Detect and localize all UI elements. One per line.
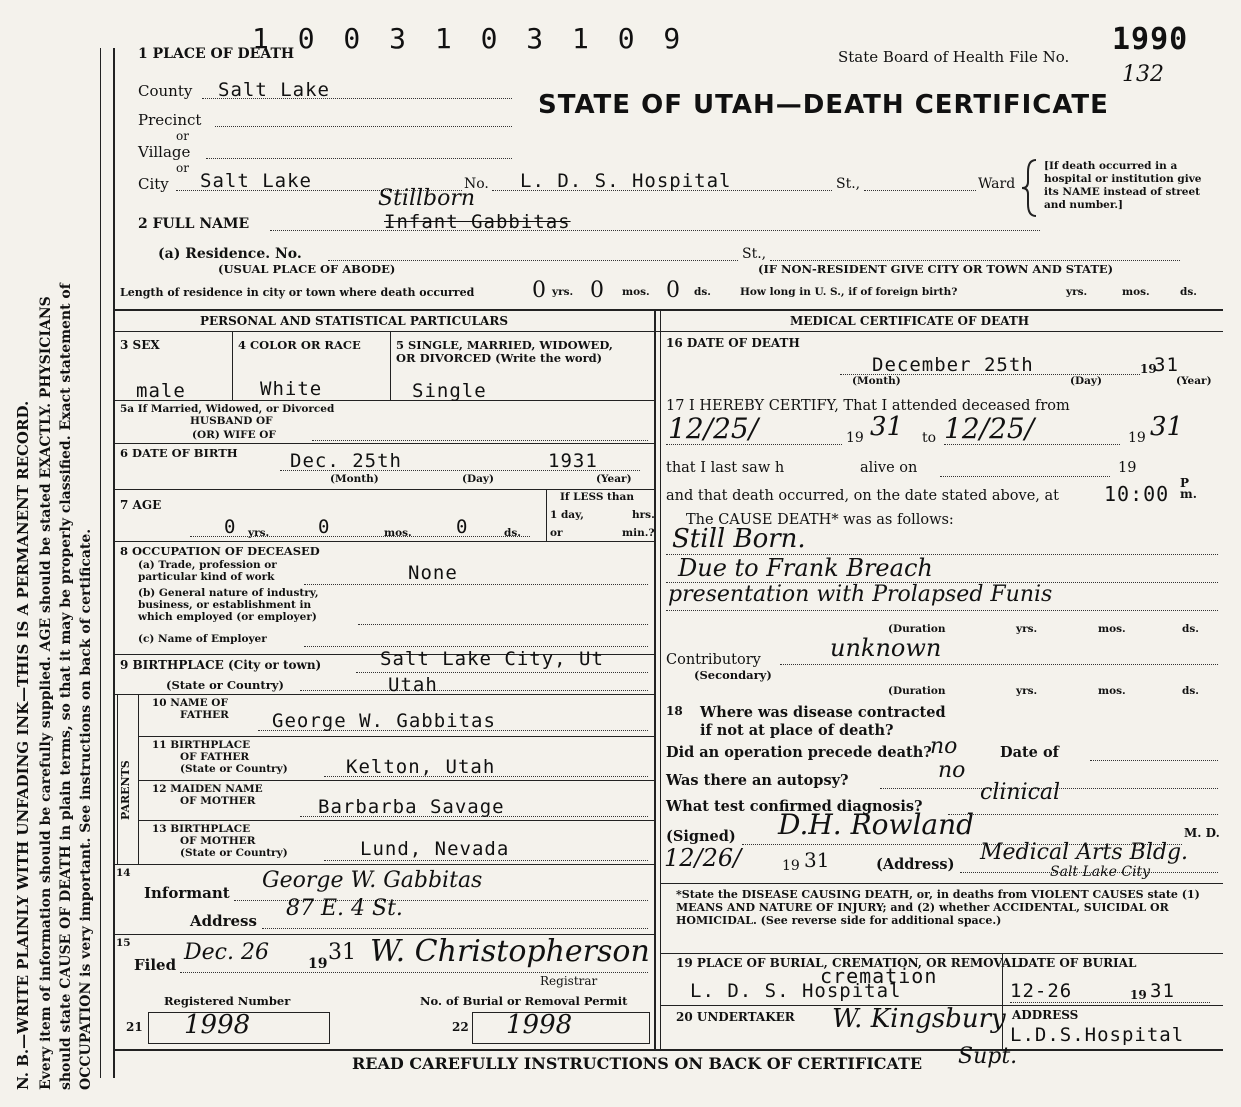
footer-instructions: READ CAREFULLY INSTRUCTIONS ON BACK OF CERTIFICATE	[352, 1054, 923, 1073]
length-mos-label: mos.	[622, 286, 650, 298]
from-19: 19	[846, 430, 864, 446]
parents-label: PARENTS	[119, 760, 132, 820]
physician-signature: D.H. Rowland	[778, 808, 975, 841]
duration-ds-2: ds.	[1182, 685, 1199, 697]
personal-heading: PERSONAL AND STATISTICAL PARTICULARS	[200, 314, 509, 328]
birthplace-state: Utah	[388, 674, 438, 696]
duration-yrs-2: yrs.	[1016, 685, 1038, 697]
cause-label: The CAUSE DEATH* was as follows:	[686, 512, 954, 528]
filed-year: 31	[328, 940, 356, 965]
certify-text: 17 I HEREBY CERTIFY, That I attended deceased from	[666, 398, 1070, 414]
dod-year-label: (Year)	[1176, 375, 1212, 387]
occupation-line-b	[358, 624, 648, 625]
grid-middle-2	[660, 309, 661, 1049]
spouse-label-2: HUSBAND OF	[190, 415, 273, 427]
age-mos-label: mos.	[384, 527, 412, 539]
occupation-b1: (b) General nature of industry,	[138, 587, 319, 599]
attended-from: 12/25/	[668, 412, 759, 445]
cause-1: Still Born.	[672, 524, 806, 554]
filed-date: Dec. 26	[184, 940, 269, 965]
age-yrs-label: yrs.	[248, 527, 270, 539]
or-label-1: or	[176, 129, 189, 143]
contributory-label: Contributory	[666, 652, 761, 668]
mother-bp-line	[324, 860, 648, 861]
grid-parents-right	[138, 694, 139, 864]
dod-day-label: (Day)	[1070, 375, 1102, 387]
duration-ds-1: ds.	[1182, 623, 1199, 635]
less-label-2: 1 day,	[550, 509, 584, 521]
less-hrs-label: hrs.	[632, 509, 655, 521]
to-year: 31	[1150, 412, 1184, 442]
burial-date-label: DATE OF BURIAL	[1018, 956, 1137, 970]
non-resident-label: (IF NON-RESIDENT GIVE CITY OR TOWN AND STATE)	[758, 262, 1114, 276]
ward-note: [If death occurred in a hospital or institution give its NAME instead of street and number.]	[1044, 160, 1202, 211]
grid-col-sex	[232, 331, 233, 400]
less-min-label: min.?	[622, 527, 655, 539]
duration-mos-2: mos.	[1098, 685, 1126, 697]
signed-19: 19	[782, 858, 800, 874]
informant-address-label: Address	[190, 912, 257, 930]
side-notice-3: should state CAUSE OF DEATH in plain terms, so that it may be properly classified. Exact statement of	[58, 283, 74, 1090]
burial-place-label: 19 PLACE OF BURIAL, CREMATION, OR REMOVAL	[676, 956, 1020, 970]
grid-row-spouse	[113, 443, 654, 444]
burial-place-1: cremation	[820, 964, 938, 988]
contributory-line	[780, 664, 1218, 665]
grid-parents-left	[117, 694, 118, 864]
burial-permit-label: No. of Burial or Removal Permit	[420, 994, 628, 1008]
father-bp-label-3: (State or Country)	[180, 763, 288, 775]
mother-birthplace: Lund, Nevada	[360, 838, 510, 860]
age-label: 7 AGE	[120, 498, 162, 512]
occupation-a2: particular kind of work	[138, 571, 275, 583]
side-margin	[0, 283, 94, 1091]
birthplace-state-label: (State or Country)	[166, 678, 284, 692]
hospital-value: L. D. S. Hospital	[520, 170, 732, 192]
date-of-label: Date of	[1000, 744, 1059, 761]
dob-year-label: (Year)	[596, 473, 632, 485]
burial-date: 12-26	[1010, 980, 1073, 1002]
grid-bottom	[113, 1049, 1223, 1051]
physician-address: Medical Arts Bldg.	[980, 840, 1189, 865]
grid-row-footnote	[660, 953, 1223, 954]
signed-date: 12/26/	[664, 844, 742, 872]
test-value: clinical	[980, 780, 1061, 805]
q18-num: 18	[666, 704, 683, 718]
from-year: 31	[870, 412, 904, 442]
length-ds-label: ds.	[694, 286, 711, 298]
burial-19: 19	[1130, 988, 1147, 1002]
duration-mos-1: mos.	[1098, 623, 1126, 635]
grid-row-mother-bp	[113, 864, 654, 865]
md-label: M. D.	[1184, 826, 1220, 840]
father-bp-label-2: OF FATHER	[180, 751, 250, 763]
occupation-b3: which employed (or employer)	[138, 611, 317, 623]
death-occurred-text: and that death occurred, on the date stated above, at	[666, 488, 1059, 504]
grid-row-age	[113, 541, 654, 542]
dod-19: 19	[1140, 362, 1157, 376]
burial-year: 31	[1150, 980, 1175, 1002]
signed-label: (Signed)	[666, 828, 736, 845]
file-number-label: State Board of Health File No.	[838, 48, 1070, 66]
occupation-line-c	[304, 646, 648, 647]
last-saw-19: 19	[1118, 460, 1137, 476]
test-line	[948, 814, 1218, 815]
county-label: County	[138, 82, 193, 100]
residence-st-label: St.,	[742, 246, 767, 262]
informant-label: Informant	[144, 884, 230, 902]
length-yrs: 0	[532, 278, 546, 303]
dod-year: 31	[1154, 354, 1179, 376]
operation-value: no	[930, 734, 958, 759]
usual-abode-label: (USUAL PLACE OF ABODE)	[218, 262, 396, 276]
grid-middle-1	[654, 309, 656, 1049]
grid-row-father-bp	[138, 780, 654, 781]
place-of-death-label: 1 PLACE OF DEATH	[138, 46, 295, 62]
father-name-label-2: FATHER	[180, 709, 229, 721]
length-residence-label: Length of residence in city or town where death occurred	[120, 286, 475, 299]
filed-label: Filed	[134, 956, 177, 974]
footnote: *State the DISEASE CAUSING DEATH, or, in deaths from VIOLENT CAUSES state (1) MEANS AND NATURE OF INJURY; and (2) whether ACCIDENTAL, SUICIDAL OR HOMICIDAL. (See reverse side for additional space.)	[676, 888, 1200, 927]
registrar-label: Registrar	[540, 974, 598, 988]
or-label-2: or	[176, 161, 189, 175]
length-mos: 0	[590, 278, 604, 303]
occupation-a1: (a) Trade, profession or	[138, 559, 277, 571]
operation-label: Did an operation precede death?	[666, 744, 932, 761]
grid-row-mother	[138, 820, 654, 821]
mother-bp-label-3: (State or Country)	[180, 847, 288, 859]
dod-label: 16 DATE OF DEATH	[666, 336, 800, 350]
autopsy-value: no	[938, 758, 966, 783]
medical-heading: MEDICAL CERTIFICATE OF DEATH	[790, 314, 1030, 328]
burial-place-2: L. D. S. Hospital	[690, 980, 902, 1002]
residence-label: (a) Residence. No.	[158, 246, 302, 262]
st-line	[864, 190, 976, 191]
dob-year: 1931	[548, 450, 598, 472]
full-name-label: 2 FULL NAME	[138, 216, 250, 232]
to-19: 19	[1128, 430, 1146, 446]
cause-3: presentation with Prolapsed Funis	[668, 582, 1053, 607]
father-name-label-1: 10 NAME OF	[152, 697, 228, 709]
informant-address: 87 E. 4 St.	[286, 896, 403, 921]
reg-number-prefix: 21	[126, 1020, 143, 1034]
duration-label-1: (Duration	[888, 623, 946, 635]
no-label: No.	[464, 176, 489, 192]
mother-name: Barbarba Savage	[318, 796, 505, 818]
grid-heading-bottom	[113, 331, 1223, 332]
occupation-b2: business, or establishment in	[138, 599, 312, 611]
cause-line-3	[666, 610, 1218, 611]
age-ds: 0	[456, 516, 469, 538]
us-mos-label: mos.	[1122, 286, 1150, 298]
mother-name-label-1: 12 MAIDEN NAME	[152, 783, 263, 795]
full-name-value: Infant Gabbitas	[384, 211, 571, 233]
side-notice-4: OCCUPATION is very important. See instructions on back of certificate.	[78, 528, 94, 1090]
age-line	[190, 536, 530, 537]
physician-address-2: Salt Lake City	[1050, 864, 1151, 880]
cause-2: Due to Frank Breach	[678, 554, 933, 582]
us-ds-label: ds.	[1180, 286, 1197, 298]
occupation-c: (c) Name of Employer	[138, 633, 267, 645]
father-birthplace: Kelton, Utah	[346, 756, 496, 778]
grid-row-signed	[660, 883, 1223, 884]
filed-line	[180, 972, 648, 973]
grid-col-color	[390, 331, 391, 400]
sex-label: 3 SEX	[120, 338, 160, 352]
outer-rule	[113, 48, 115, 1078]
dod-value: December 25th	[872, 354, 1034, 376]
signed-year: 31	[804, 848, 830, 872]
parents-side	[118, 760, 132, 821]
duration-label-2: (Duration	[888, 685, 946, 697]
occupation-line-a	[304, 584, 648, 585]
burial-permit-number: 1998	[506, 1010, 573, 1040]
spouse-label-1: 5a If Married, Widowed, or Divorced	[120, 403, 335, 415]
residence-line	[328, 260, 738, 261]
grid-row-sex	[113, 400, 654, 401]
grid-col-less	[546, 489, 547, 541]
undertaker-title: Supt.	[958, 1044, 1018, 1069]
precinct-line	[215, 126, 512, 127]
last-saw-2: alive on	[860, 460, 918, 476]
file-number-2: 132	[1122, 62, 1164, 87]
occupation-label: 8 OCCUPATION OF DECEASED	[120, 544, 320, 558]
ward-label: Ward	[978, 176, 1016, 192]
birthplace-state-line	[300, 690, 648, 691]
q18-text-1: Where was disease contracted	[700, 704, 946, 721]
sex-value: male	[136, 380, 186, 402]
filed-num: 15	[116, 937, 131, 949]
length-ds: 0	[666, 278, 680, 303]
registrar-signature: W. Christopherson	[370, 934, 650, 969]
birthplace-label: 9 BIRTHPLACE (City or town)	[120, 658, 322, 672]
occupation-value: None	[408, 562, 458, 584]
dob-month-day: Dec. 25th	[290, 450, 402, 472]
stillborn-note: Stillborn	[378, 186, 476, 211]
age-mos: 0	[318, 516, 331, 538]
color-label: 4 COLOR OR RACE	[238, 338, 361, 352]
certificate-title: STATE OF UTAH—DEATH CERTIFICATE	[538, 90, 1109, 120]
file-number: 1990	[1112, 22, 1189, 57]
us-yrs-label: yrs.	[1066, 286, 1088, 298]
dob-month-label: (Month)	[330, 473, 379, 485]
dod-month-label: (Month)	[852, 375, 901, 387]
undertaker-address-label: ADDRESS	[1012, 1008, 1079, 1022]
to-label: to	[922, 430, 937, 446]
county-value: Salt Lake	[218, 79, 330, 101]
reg-number: 1998	[184, 1010, 251, 1040]
contributory-value: unknown	[830, 634, 942, 662]
mother-bp-label-2: OF MOTHER	[180, 835, 256, 847]
death-time-suffix: P m.	[1180, 476, 1197, 501]
village-line	[206, 158, 512, 159]
undertaker-address: L.D.S.Hospital	[1010, 1024, 1185, 1046]
city-label: City	[138, 175, 169, 193]
residence-st-line	[770, 260, 1180, 261]
spouse-label-3: (OR) WIFE OF	[192, 429, 276, 441]
file-stamp: 1 0 0 3 1 0 3 1 0 9	[252, 22, 687, 55]
burial-date-line	[1010, 1002, 1210, 1003]
st-label: St.,	[836, 176, 861, 192]
informant-address-line	[262, 928, 648, 929]
reg-number-label: Registered Number	[164, 994, 291, 1008]
birthplace-line	[356, 672, 648, 673]
test-label: What test confirmed diagnosis?	[666, 798, 923, 815]
age-yrs: 0	[224, 516, 237, 538]
filed-19: 19	[308, 956, 328, 972]
marital-value: Single	[412, 380, 487, 402]
informant-num: 14	[116, 867, 131, 879]
grid-row-dob	[113, 489, 654, 490]
birthplace-city: Salt Lake City, Ut	[380, 648, 604, 670]
burial-permit-prefix: 22	[452, 1020, 469, 1034]
ward-brace	[1022, 158, 1042, 218]
outer-rule-2	[100, 48, 101, 1078]
length-yrs-label: yrs.	[552, 286, 574, 298]
less-label-1: If LESS than	[560, 491, 634, 503]
father-bp-label-1: 11 BIRTHPLACE	[152, 739, 251, 751]
secondary-label: (Secondary)	[694, 668, 772, 682]
side-notice-1: N. B.—WRITE PLAINLY WITH UNFADING INK—THIS IS A PERMANENT RECORD.	[14, 400, 32, 1090]
duration-yrs-1: yrs.	[1016, 623, 1038, 635]
marital-label-1: 5 SINGLE, MARRIED, WIDOWED,	[396, 338, 613, 352]
date-of-line	[1090, 760, 1218, 761]
side-notice-2: Every item of information should be carefully supplied. AGE should be stated EXACTLY. PHYSICIANS	[38, 296, 54, 1090]
precinct-label: Precinct	[138, 111, 202, 129]
us-length-label: How long in U. S., if of foreign birth?	[740, 286, 958, 298]
dob-label: 6 DATE OF BIRTH	[120, 446, 238, 460]
last-saw-1: that I last saw h	[666, 460, 785, 476]
village-label: Village	[138, 143, 191, 161]
attended-to: 12/25/	[944, 412, 1035, 445]
last-saw-line	[940, 476, 1110, 477]
age-ds-label: ds.	[504, 527, 521, 539]
spouse-line	[312, 440, 648, 441]
autopsy-label: Was there an autopsy?	[666, 772, 849, 789]
mother-bp-label-1: 13 BIRTHPLACE	[152, 823, 251, 835]
grid-row-birthplace	[113, 694, 654, 695]
grid-top	[113, 309, 1223, 311]
informant-value: George W. Gabbitas	[262, 868, 483, 893]
city-value: Salt Lake	[200, 170, 312, 192]
less-or-label: or	[550, 527, 563, 539]
marital-label-2: OR DIVORCED (Write the word)	[396, 351, 603, 365]
q18-text-2: if not at place of death?	[700, 722, 894, 739]
physician-address-label: (Address)	[876, 856, 955, 873]
dob-day-label: (Day)	[462, 473, 494, 485]
grid-row-father	[138, 736, 654, 737]
undertaker-label: 20 UNDERTAKER	[676, 1010, 795, 1024]
mother-name-label-2: OF MOTHER	[180, 795, 256, 807]
death-time: 10:00	[1104, 482, 1170, 506]
color-value: White	[260, 378, 323, 400]
father-name: George W. Gabbitas	[272, 710, 496, 732]
undertaker-signature: W. Kingsbury	[832, 1004, 1006, 1034]
